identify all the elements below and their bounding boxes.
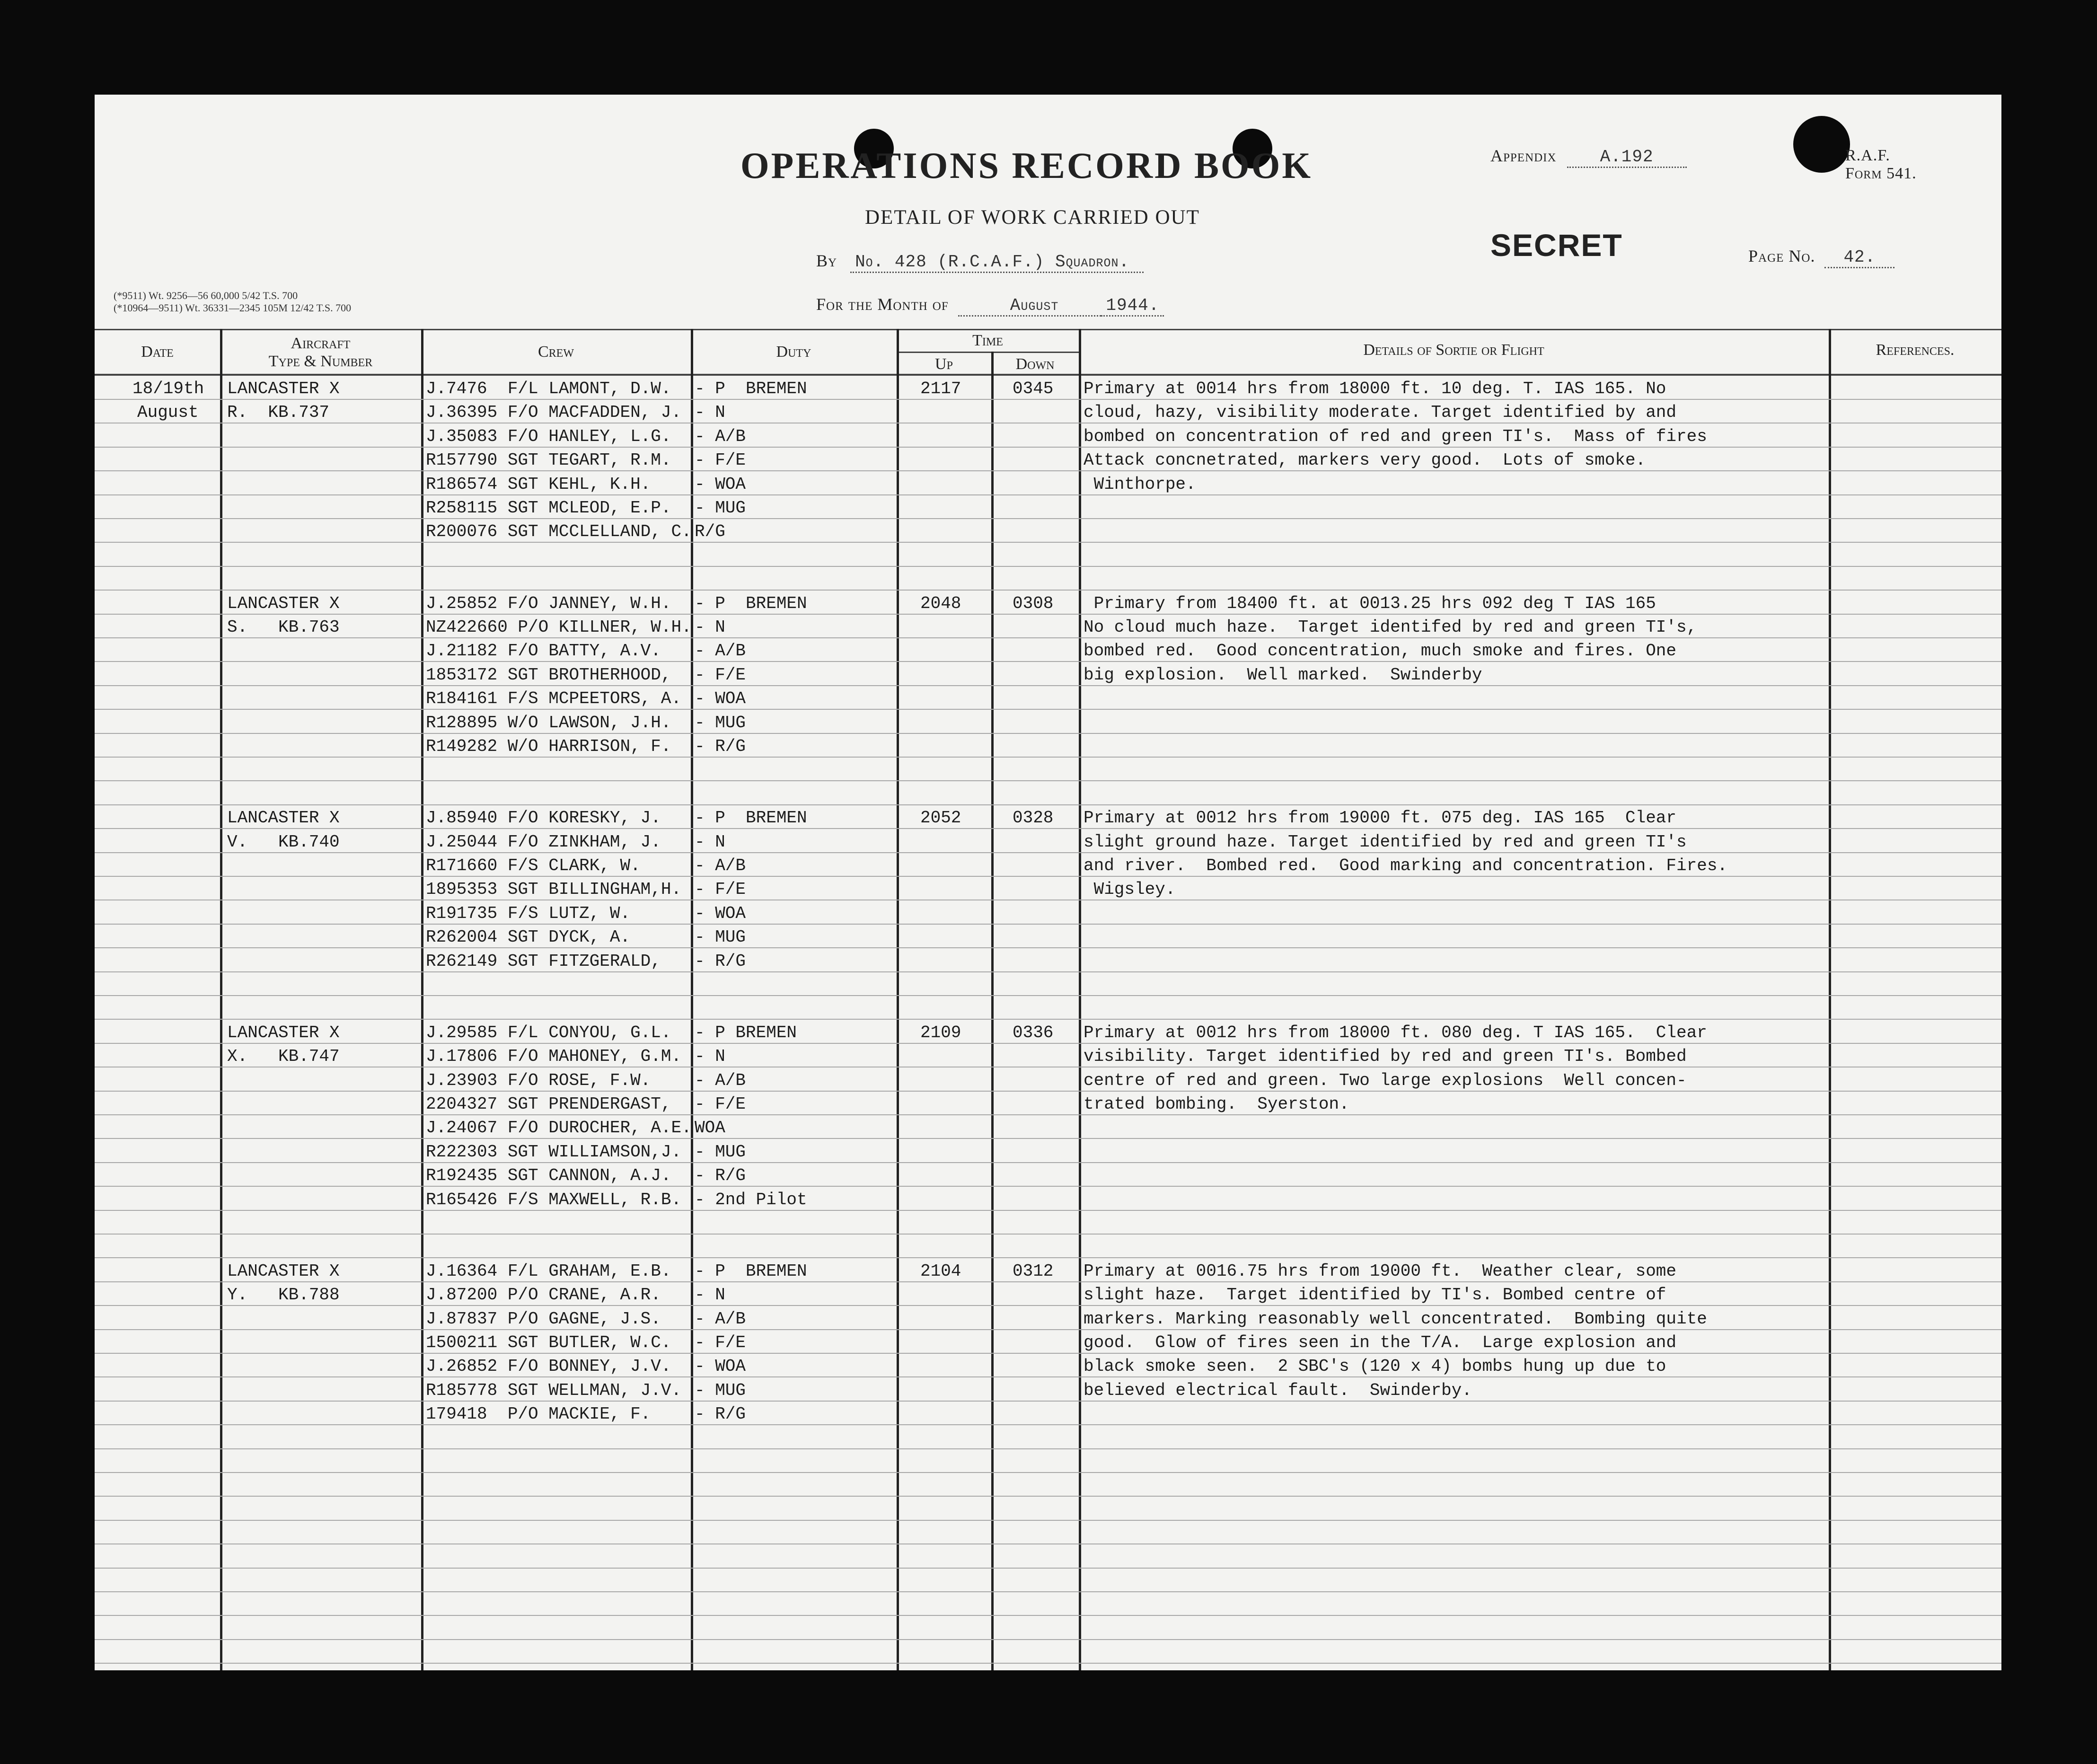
ruled-line (95, 685, 2001, 686)
crew-member: J.21182 F/O BATTY, A.V. (426, 641, 661, 661)
ruled-line (95, 637, 2001, 638)
ruled-line (95, 995, 2001, 996)
sortie-detail-line: Primary at 0014 hrs from 18000 ft. 10 deg. T. IAS 165. No (1084, 379, 1666, 398)
column-header-references: References. (1876, 341, 1955, 359)
aircraft-type: LANCASTER X (227, 1023, 340, 1042)
ruled-line (95, 924, 2001, 925)
year-value: 1944. (1101, 296, 1164, 317)
crew-duty: - N (695, 617, 725, 637)
sortie-detail-line: Primary from 18400 ft. at 0013.25 hrs 092 deg T IAS 165 (1084, 593, 1656, 613)
sortie-detail-line: slight haze. Target identified by TI's. Bombed centre of (1084, 1285, 1666, 1305)
form-no: Form 541. (1845, 165, 1917, 182)
crew-duty: - P BREMEN (695, 379, 807, 398)
sortie-date: 18/19th (132, 379, 204, 398)
sortie-detail-line: big explosion. Well marked. Swinderby (1084, 665, 1482, 685)
crew-member: J.35083 F/O HANLEY, L.G. (426, 426, 671, 446)
crew-duty: - WOA (695, 1357, 746, 1376)
ruled-line (95, 1234, 2001, 1235)
column-header-details: Details of Sortie or Flight (1363, 341, 1544, 359)
page-label: Page No. (1748, 247, 1815, 265)
crew-duty: - A/B (695, 1309, 746, 1329)
ruled-line (95, 590, 2001, 591)
ruled-line (95, 1186, 2001, 1187)
crew-member: J.25852 F/O JANNEY, W.H. (426, 593, 671, 613)
print-code (114, 290, 351, 314)
page-subtitle: DETAIL OF WORK CARRIED OUT (865, 206, 1200, 229)
crew-duty: - N (695, 1047, 725, 1067)
ruled-line (95, 1091, 2001, 1092)
ruled-line (95, 518, 2001, 519)
unit-value: No. 428 (R.C.A.F.) Squadron. (850, 252, 1144, 273)
page-title: OPERATIONS RECORD BOOK (740, 145, 1313, 186)
sortie-detail-line: believed electrical fault. Swinderby. (1084, 1380, 1472, 1400)
sortie-detail-line: trated bombing. Syerston. (1084, 1094, 1349, 1114)
time-subheader-rule (897, 352, 1079, 353)
column-divider (1829, 329, 1831, 1670)
time-down: 0312 (1013, 1261, 1054, 1281)
aircraft-header-subline: Type & Number (268, 353, 373, 370)
appendix-value: A.192 (1567, 147, 1687, 168)
crew-member: J.85940 F/O KORESKY, J. (426, 808, 661, 828)
crew-member: R157790 SGT TEGART, R.M. (426, 450, 671, 470)
sortie-detail-line: bombed red. Good concentration, much smoke and fires. One (1084, 641, 1677, 661)
page-number-field (1748, 246, 1894, 268)
time-down: 0308 (1013, 593, 1054, 613)
ruled-line (95, 709, 2001, 710)
aircraft-number: Y. KB.788 (227, 1285, 340, 1305)
sortie-detail-line: good. Glow of fires seen in the T/A. Large explosion and (1084, 1333, 1677, 1352)
appendix-label: Appendix (1490, 146, 1557, 165)
ruled-line (95, 494, 2001, 495)
ruled-line (95, 1615, 2001, 1616)
time-up: 2104 (920, 1261, 961, 1281)
crew-member: R222303 SGT WILLIAMSON,J. (426, 1142, 682, 1162)
column-header-date: Date (141, 343, 174, 361)
crew-duty: - F/E (695, 665, 746, 685)
ruled-line (95, 542, 2001, 543)
crew-member: R185778 SGT WELLMAN, J.V. (426, 1380, 682, 1400)
aircraft-type: LANCASTER X (227, 1261, 340, 1281)
ruled-line (95, 566, 2001, 567)
ruled-line (95, 661, 2001, 662)
punch-hole (1793, 116, 1850, 173)
sortie-detail-line: bombed on concentration of red and green TI's. Mass of fires (1084, 426, 1707, 446)
crew-member: R258115 SGT MCLEOD, E.P. (426, 498, 671, 518)
column-divider (1079, 329, 1081, 1670)
aircraft-type: LANCASTER X (227, 593, 340, 613)
crew-duty: - A/B (695, 426, 746, 446)
time-up: 2052 (920, 808, 961, 828)
aircraft-type: LANCASTER X (227, 379, 340, 398)
time-down: 0328 (1013, 808, 1054, 828)
crew-duty: - P BREMEN (695, 593, 807, 613)
month-label: For the Month of (816, 295, 949, 314)
ruled-line (95, 1591, 2001, 1592)
form-number (1845, 147, 1917, 183)
column-header-up: Up (935, 355, 953, 373)
table-top-border (95, 329, 2001, 330)
ruled-line (95, 1472, 2001, 1473)
sortie-detail-line: black smoke seen. 2 SBC's (120 x 4) bombs hung up due to (1084, 1357, 1666, 1376)
crew-member: R186574 SGT KEHL, K.H. (426, 474, 651, 494)
aircraft-number: V. KB.740 (227, 832, 340, 852)
form-label: R.A.F. (1845, 147, 1890, 164)
crew-member: 2204327 SGT PRENDERGAST, (426, 1094, 671, 1114)
aircraft-type: LANCASTER X (227, 808, 340, 828)
ruled-line (95, 1401, 2001, 1402)
ruled-line (95, 1019, 2001, 1020)
ruled-line (95, 1210, 2001, 1211)
ruled-line (95, 1114, 2001, 1115)
crew-duty: - P BREMEN (695, 808, 807, 828)
ruled-line (95, 470, 2001, 471)
crew-member: 1895353 SGT BILLINGHAM,H. (426, 880, 682, 900)
time-down: 0336 (1013, 1023, 1054, 1042)
ruled-line (95, 1424, 2001, 1425)
crew-duty: - N (695, 1285, 725, 1305)
print-code-line: (*10964—9511) Wt. 36331—2345 105M 12/42 T.S. 700 (114, 302, 352, 314)
crew-member: 1853172 SGT BROTHERHOOD, (426, 665, 671, 685)
sortie-detail-line: Attack concnetrated, markers very good. Lots of smoke. (1084, 450, 1646, 470)
crew-member: J.17806 F/O MAHONEY, G.M. (426, 1047, 682, 1067)
sortie-detail-line: and river. Bombed red. Good marking and concentration. Fires. (1084, 856, 1728, 875)
ruled-line (95, 1162, 2001, 1163)
crew-duty: - A/B (695, 856, 746, 875)
ruled-line (95, 1639, 2001, 1640)
crew-member: J.36395 F/O MACFADDEN, J. (426, 403, 682, 423)
crew-member: 179418 P/O MACKIE, F. (426, 1404, 651, 1424)
time-up: 2109 (920, 1023, 961, 1042)
crew-duty: - P BREMEN (695, 1023, 797, 1042)
ruled-line (95, 757, 2001, 758)
ruled-line (95, 971, 2001, 972)
ruled-line (95, 1568, 2001, 1569)
crew-duty: - R/G (695, 1166, 746, 1186)
crew-duty: - WOA (695, 689, 746, 709)
ruled-line (95, 1496, 2001, 1497)
crew-duty: - R/G (695, 951, 746, 971)
crew-member: R171660 F/S CLARK, W. (426, 856, 641, 875)
crew-duty: - WOA (695, 474, 746, 494)
crew-member: J.25044 F/O ZINKHAM, J. (426, 832, 661, 852)
crew-duty: - F/E (695, 450, 746, 470)
time-up: 2048 (920, 593, 961, 613)
crew-duty: WOA (695, 1118, 725, 1138)
sortie-detail-line: cloud, hazy, visibility moderate. Target identified by and (1084, 403, 1677, 423)
aircraft-number: S. KB.763 (227, 617, 340, 637)
sortie-detail-line: centre of red and green. Two large explosions Well concen- (1084, 1070, 1687, 1090)
ruled-line (95, 1520, 2001, 1521)
crew-duty: - A/B (695, 641, 746, 661)
ruled-line (95, 1138, 2001, 1139)
crew-member: R184161 F/S MCPEETORS, A. (426, 689, 682, 709)
ruled-line (95, 1353, 2001, 1354)
sortie-detail-line: Primary at 0016.75 hrs from 19000 ft. Weather clear, some (1084, 1261, 1677, 1281)
month-value: August (958, 296, 1101, 317)
sortie-detail-line: Winthorpe. (1084, 474, 1196, 494)
crew-duty: R/G (695, 522, 725, 542)
ruled-line (95, 1329, 2001, 1330)
ruled-line (95, 1257, 2001, 1258)
aircraft-header-line: Aircraft (291, 335, 351, 352)
crew-duty: - WOA (695, 903, 746, 923)
column-header-time: Time (972, 332, 1003, 349)
by-label: By (816, 251, 837, 270)
crew-member: J.87200 P/O CRANE, A.R. (426, 1285, 661, 1305)
record-table (95, 329, 2001, 1670)
crew-member: R149282 W/O HARRISON, F. (426, 737, 671, 756)
classification-stamp: SECRET (1490, 228, 1623, 263)
ruled-line (95, 1448, 2001, 1449)
time-up: 2117 (920, 379, 961, 398)
ruled-line (95, 1305, 2001, 1306)
crew-member: R191735 F/S LUTZ, W. (426, 903, 631, 923)
time-down: 0345 (1013, 379, 1054, 398)
column-header-duty: Duty (776, 343, 811, 361)
crew-member: J.26852 F/O BONNEY, J.V. (426, 1357, 671, 1376)
crew-duty: - F/E (695, 1333, 746, 1352)
crew-member: 1500211 SGT BUTLER, W.C. (426, 1333, 671, 1352)
aircraft-number: R. KB.737 (227, 403, 330, 423)
month-field (816, 294, 1164, 317)
record-sheet (95, 95, 2001, 1670)
sortie-detail-line: Primary at 0012 hrs from 19000 ft. 075 deg. IAS 165 Clear (1084, 808, 1677, 828)
crew-duty: - MUG (695, 1142, 746, 1162)
column-divider (220, 329, 222, 1670)
column-header-aircraft (220, 335, 421, 370)
crew-member: J.23903 F/O ROSE, F.W. (426, 1070, 651, 1090)
crew-member: J.29585 F/L CONYOU, G.L. (426, 1023, 671, 1042)
crew-member: J.7476 F/L LAMONT, D.W. (426, 379, 671, 398)
crew-duty: - 2nd Pilot (695, 1190, 807, 1209)
sortie-detail-line: Wigsley. (1084, 880, 1176, 900)
column-header-down: Down (1015, 355, 1055, 373)
crew-member: R128895 W/O LAWSON, J.H. (426, 713, 671, 732)
header-bottom-border (95, 374, 2001, 376)
print-code-line: (*9511) Wt. 9256—56 60,000 5/42 T.S. 700 (114, 290, 298, 301)
crew-duty: - F/E (695, 880, 746, 900)
sortie-detail-line: Primary at 0012 hrs from 18000 ft. 080 deg. T IAS 165. Clear (1084, 1023, 1707, 1042)
crew-duty: - F/E (695, 1094, 746, 1114)
crew-duty: - N (695, 832, 725, 852)
crew-member: R165426 F/S MAXWELL, R.B. (426, 1190, 682, 1209)
crew-duty: - MUG (695, 498, 746, 518)
crew-member: R200076 SGT MCCLELLAND, C. (426, 522, 692, 542)
sortie-detail-line: slight ground haze. Target identified by red and green TI's (1084, 832, 1687, 852)
sortie-month: August (137, 403, 199, 422)
crew-member: R262004 SGT DYCK, A. (426, 927, 631, 947)
appendix-field (1490, 146, 1687, 168)
ruled-line (95, 780, 2001, 781)
sortie-detail-line: markers. Marking reasonably well concentrated. Bombing quite (1084, 1309, 1707, 1329)
crew-member: NZ422660 P/O KILLNER, W.H. (426, 617, 692, 637)
ruled-line (95, 447, 2001, 448)
ruled-line (95, 733, 2001, 734)
crew-duty: - A/B (695, 1070, 746, 1090)
crew-member: R192435 SGT CANNON, A.J. (426, 1166, 671, 1186)
ruled-line (95, 1663, 2001, 1664)
crew-duty: - MUG (695, 927, 746, 947)
sortie-detail-line: No cloud much haze. Target identifed by red and green TI's, (1084, 617, 1697, 637)
sortie-detail-line: visibility. Target identified by red and green TI's. Bombed (1084, 1047, 1687, 1067)
ruled-line (95, 1376, 2001, 1377)
crew-member: J.16364 F/L GRAHAM, E.B. (426, 1261, 671, 1281)
column-divider (421, 329, 423, 1670)
ruled-line (95, 804, 2001, 805)
ruled-line (95, 947, 2001, 948)
crew-duty: - MUG (695, 713, 746, 732)
column-divider (897, 329, 899, 1670)
crew-member: R262149 SGT FITZGERALD, (426, 951, 661, 971)
page-number: 42. (1824, 247, 1894, 268)
crew-member: J.24067 F/O DUROCHER, A.E. (426, 1118, 692, 1138)
unit-field (816, 251, 1144, 273)
crew-duty: - R/G (695, 737, 746, 756)
aircraft-number: X. KB.747 (227, 1047, 340, 1067)
crew-duty: - MUG (695, 1380, 746, 1400)
crew-duty: - N (695, 403, 725, 423)
crew-duty: - P BREMEN (695, 1261, 807, 1281)
crew-duty: - R/G (695, 1404, 746, 1424)
column-header-crew: Crew (538, 343, 574, 361)
ruled-line (95, 852, 2001, 853)
crew-member: J.87837 P/O GAGNE, J.S. (426, 1309, 661, 1329)
